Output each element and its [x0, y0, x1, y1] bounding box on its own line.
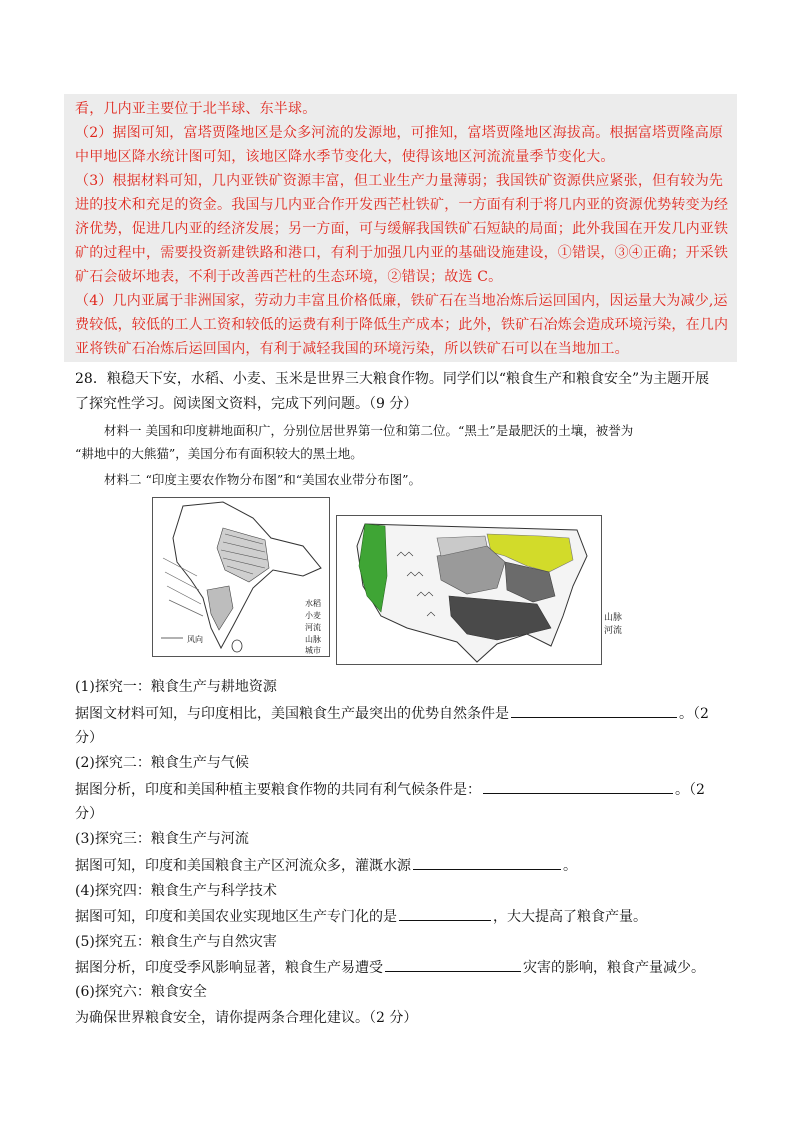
answer-blank[interactable] — [511, 705, 677, 718]
legend-mountain-us: 山脉 — [604, 613, 623, 623]
section-prompt-cont: 分） — [75, 806, 103, 822]
section-prompt: 据图可知，印度和美国粮食主产区河流众多，灌溉水源 。 — [75, 858, 577, 874]
us-agriculture-map — [336, 515, 602, 665]
section-prompt: 据图文材料可知，与印度相比，美国粮食生产最突出的优势自然条件是 。（2 — [75, 706, 709, 722]
answer-line: 矿的过程中，需要投资新建铁路和港口，有利于加强几内亚的基础设施建设，①错误，③④正确；开采铁 — [75, 245, 729, 261]
us-legend — [604, 610, 622, 636]
section-title: (2)探究二：粮食生产与气候 — [75, 755, 249, 771]
material-two: 材料二 “印度主要农作物分布图”和“美国农业带分布图”。 — [104, 472, 422, 487]
india-crop-map — [152, 497, 330, 657]
legend-rice: 水稻 — [305, 599, 321, 608]
section-title: (3)探究三：粮食生产与河流 — [75, 831, 249, 847]
answer-line: （2）据图可知，富塔贾隆地区是众多河流的发源地，可推知，富塔贾隆地区海拔高。根据富塔贾隆高原 — [75, 125, 724, 141]
legend-river-us: 河流 — [604, 626, 623, 636]
legend-city: 城市 — [305, 646, 321, 655]
answer-blank[interactable] — [413, 857, 561, 870]
answer-line: 中甲地区降水统计图可知，该地区降水季节变化大，使得该地区河流流量季节变化大。 — [75, 149, 615, 165]
section-prompt: 为确保世界粮食安全，请你提两条合理化建议。（2 分） — [75, 1010, 418, 1026]
answer-line: （4）几内亚属于非洲国家，劳动力丰富且价格低廉，铁矿石在当地冶炼后运回国内，因运量大为减少,运 — [75, 293, 728, 309]
material-one: 材料一 美国和印度耕地面积广，分别位居世界第一位和第二位。“黑土”是最肥沃的土壤，被誉为 — [104, 423, 634, 438]
answer-line: 费较低，较低的工人工资和较低的运费有利于降低生产成本；此外，铁矿石冶炼会造成环境污染，在几内 — [75, 317, 729, 333]
legend-wind: 风向 — [187, 635, 203, 644]
section-title: (6)探究六：粮食安全 — [75, 984, 207, 1000]
answer-line: （3）根据材料可知，几内亚铁矿资源丰富，但工业生产力量薄弱；我国铁矿资源供应紧张，但有较为先 — [75, 173, 724, 189]
question-intro: 28．粮稳天下安，水稻、小麦、玉米是世界三大粮食作物。同学们以“粮食生产和粮食安全”为主题开展 — [75, 371, 710, 387]
answer-blank[interactable] — [483, 781, 673, 794]
section-title: (1)探究一：粮食生产与耕地资源 — [75, 679, 277, 695]
question-intro: 了探究性学习。阅读图文资料，完成下列问题。（9 分） — [75, 396, 418, 412]
india-map-graphic — [153, 498, 329, 656]
section-title: (4)探究四：粮食生产与科学技术 — [75, 883, 277, 899]
legend-wheat: 小麦 — [305, 611, 321, 620]
us-map-graphic — [337, 516, 601, 664]
answer-line: 进的技术和充足的资金。我国与几内亚合作开发西芒杜铁矿，一方面有利于将几内亚的资源优势转变为经 — [75, 197, 729, 213]
answer-blank[interactable] — [385, 959, 521, 972]
answer-line: 济优势，促进几内亚的经济发展；另一方面，可与缓解我国铁矿石短缺的局面；此外我国在开发几内亚铁 — [75, 221, 729, 237]
answer-line: 矿石会破坏地表，不利于改善西芒杜的生态环境，②错误；故选 C。 — [75, 269, 503, 285]
section-prompt: 据图分析，印度受季风影响显著，粮食生产易遭受 灾害的影响，粮食产量减少。 — [75, 960, 705, 976]
section-prompt: 据图可知，印度和美国农业实现地区生产专门化的是 ，大大提高了粮食产量。 — [75, 909, 647, 925]
section-title: (5)探究五：粮食生产与自然灾害 — [75, 934, 277, 950]
legend-river: 河流 — [305, 623, 321, 632]
answer-blank[interactable] — [399, 908, 491, 921]
section-prompt-cont: 分） — [75, 730, 103, 746]
answer-line: 看，几内亚主要位于北半球、东半球。 — [75, 101, 317, 117]
answer-line: 亚将铁矿石冶炼后运回国内，有利于减轻我国的环境污染，所以铁矿石可以在当地加工。 — [75, 341, 629, 357]
legend-mountain: 山脉 — [305, 635, 321, 644]
material-one-cont: “耕地中的大熊猫”，美国分布有面积较大的黑土地。 — [75, 446, 363, 461]
section-prompt: 据图分析，印度和美国种植主要粮食作物的共同有利气候条件是： 。（2 — [75, 782, 705, 798]
